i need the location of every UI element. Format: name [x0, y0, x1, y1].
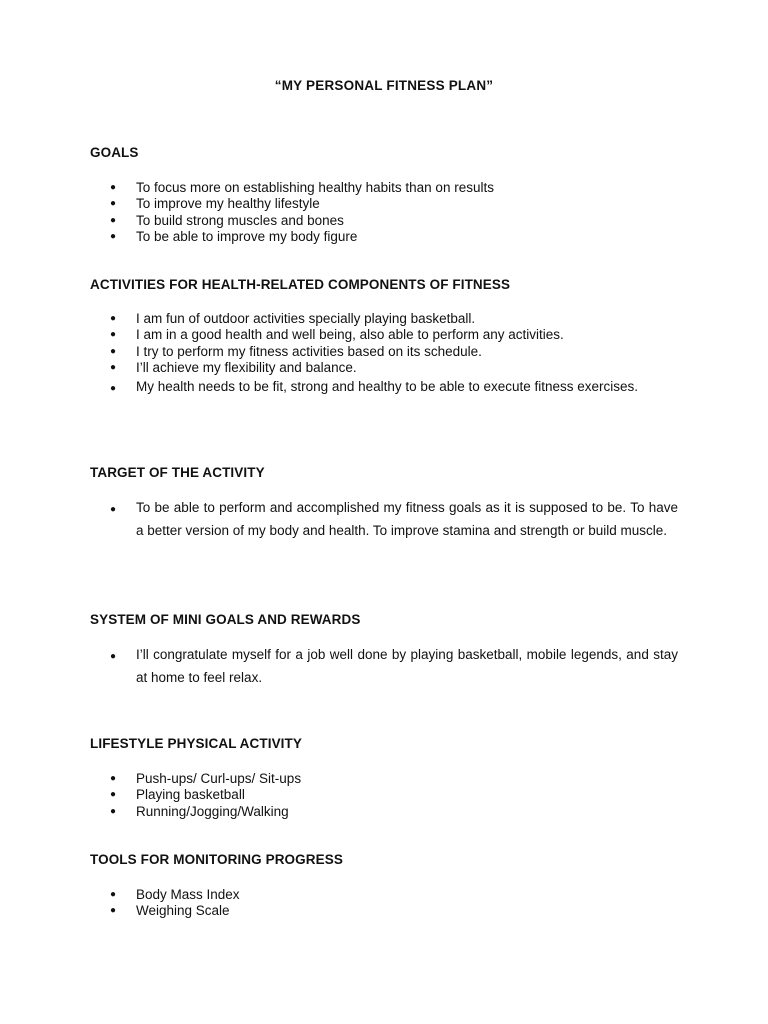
section-goals [90, 145, 678, 245]
bullet-icon: ● [110, 214, 117, 226]
section-heading: LIFESTYLE PHYSICAL ACTIVITY [90, 736, 302, 751]
section-target [90, 465, 678, 542]
list-item: ● Weighing Scale [110, 903, 230, 919]
list-item: ● I am in a good health and well being, also able to perform any activities. [110, 327, 564, 343]
document-title: “MY PERSONAL FITNESS PLAN” [274, 78, 494, 93]
bullet-icon: ● [110, 313, 117, 324]
bullet-icon: ● [110, 504, 117, 515]
list-item: ● I’ll achieve my flexibility and balance. [110, 359, 357, 375]
bullet-icon: ● [110, 383, 117, 395]
list-item: ● To focus more on establishing healthy habits than on results [110, 180, 494, 195]
target-list [90, 497, 678, 542]
list-item: ● Playing basketball [110, 787, 245, 803]
section-activities [90, 277, 678, 399]
bullet-icon: ● [110, 361, 117, 373]
list-item: ● My health needs to be fit, strong and healthy to be able to execute fitness exercises. [90, 376, 678, 399]
bullet-icon: ● [110, 905, 117, 917]
bullet-icon: ● [110, 651, 117, 662]
section-lifestyle [90, 736, 678, 820]
lifestyle-list [90, 771, 678, 820]
list-item: ● Body Mass Index [110, 887, 240, 902]
section-heading: TARGET OF THE ACTIVITY [90, 465, 265, 480]
list-item: ● Running/Jogging/Walking [110, 803, 289, 819]
list-item: ● I try to perform my fitness activities based on its schedule. [110, 343, 482, 359]
list-item: ● To build strong muscles and bones [110, 212, 344, 228]
bullet-icon: ● [110, 345, 117, 357]
section-tools [90, 852, 678, 920]
bullet-icon: ● [110, 182, 117, 193]
activities-list [90, 311, 678, 376]
list-item: ● Push-ups/ Curl-ups/ Sit-ups [110, 771, 302, 786]
activities-list-continued [90, 376, 678, 399]
bullet-icon: ● [110, 230, 117, 242]
section-mini-goals [90, 612, 678, 689]
goals-list [90, 180, 678, 245]
list-item: ● I am fun of outdoor activities specially playing basketball. [110, 311, 476, 326]
section-heading: GOALS [90, 145, 139, 160]
list-item: ● I’ll congratulate myself for a job well done by playing basketball, mobile legends, and stay at home to feel relax. [110, 647, 678, 685]
section-heading: TOOLS FOR MONITORING PROGRESS [90, 852, 343, 867]
bullet-icon: ● [110, 329, 117, 341]
list-item: ● To be able to perform and accomplished my fitness goals as it is supposed to be. To have a better version of my body and health. To improve stamina and strength or build muscle. [110, 500, 678, 538]
bullet-icon: ● [110, 889, 117, 900]
section-heading: ACTIVITIES FOR HEALTH-RELATED COMPONENTS OF FITNESS [90, 277, 511, 292]
list-item: ● To improve my healthy lifestyle [110, 196, 320, 212]
bullet-icon: ● [110, 789, 117, 801]
mini-goals-list [90, 644, 678, 689]
tools-list [90, 887, 678, 920]
bullet-icon: ● [110, 198, 117, 210]
bullet-icon: ● [110, 805, 117, 817]
section-heading: SYSTEM OF MINI GOALS AND REWARDS [90, 612, 361, 627]
list-item: ● To be able to improve my body figure [110, 228, 358, 244]
bullet-icon: ● [110, 773, 117, 784]
